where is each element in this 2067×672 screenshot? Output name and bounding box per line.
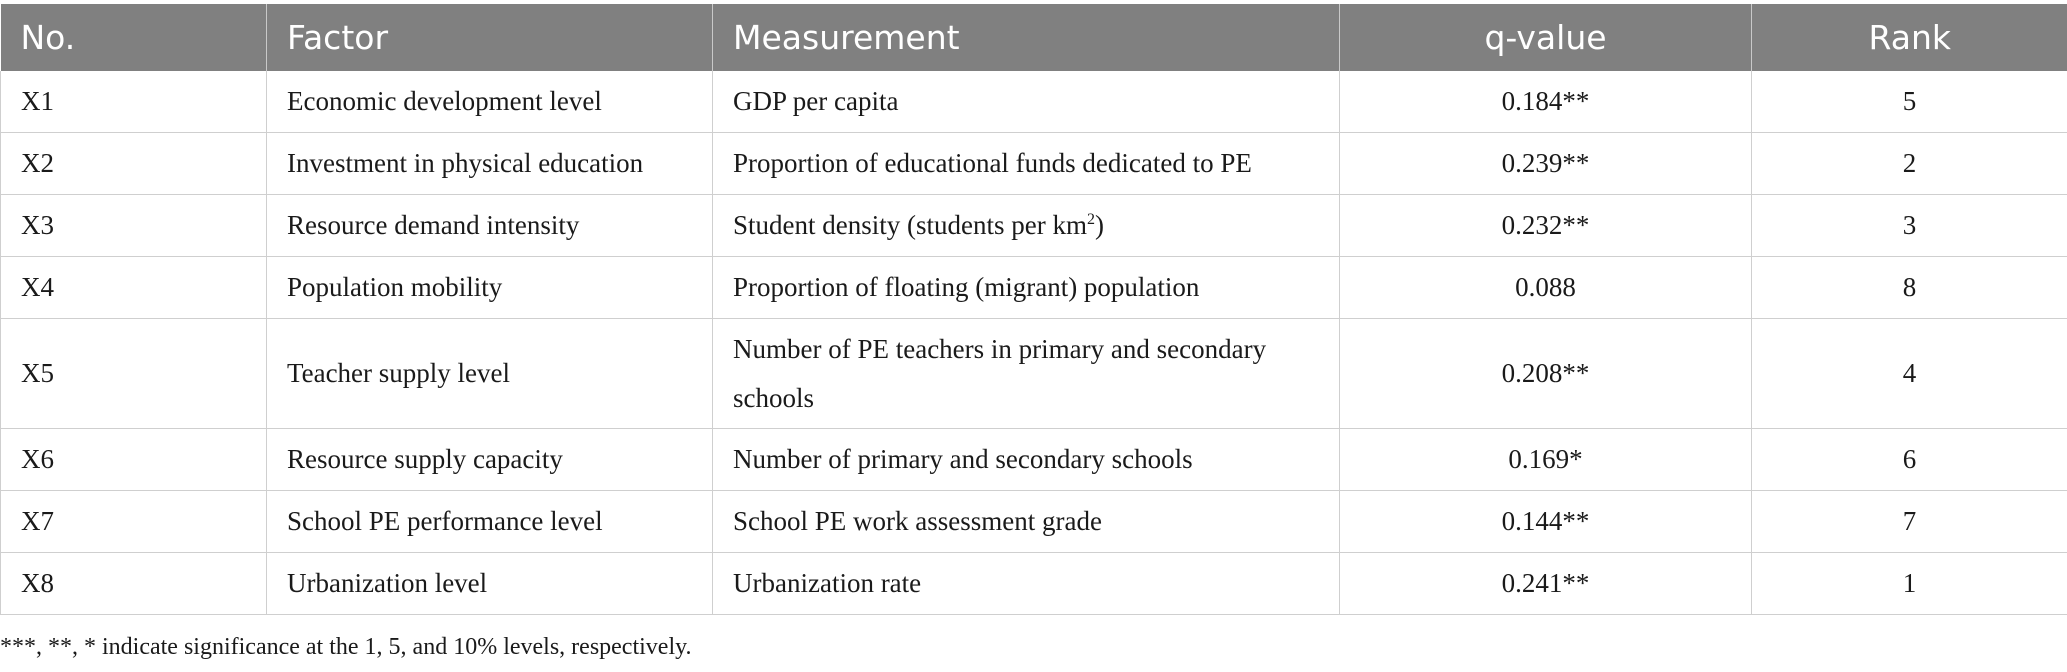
cell-measurement: Urbanization rate xyxy=(713,553,1340,615)
cell-rank: 2 xyxy=(1752,133,2067,195)
cell-no: X3 xyxy=(1,195,267,257)
table-row xyxy=(1,257,2067,319)
cell-rank: 4 xyxy=(1752,319,2067,429)
cell-factor: Teacher supply level xyxy=(267,319,713,429)
table-row xyxy=(1,553,2067,615)
cell-q-value: 0.241** xyxy=(1340,553,1752,615)
cell-q-value: 0.144** xyxy=(1340,491,1752,553)
cell-no: X7 xyxy=(1,491,267,553)
results-table-container xyxy=(0,4,2067,615)
cell-factor: Resource demand intensity xyxy=(267,195,713,257)
cell-factor: Resource supply capacity xyxy=(267,429,713,491)
cell-factor: School PE performance level xyxy=(267,491,713,553)
cell-no: X4 xyxy=(1,257,267,319)
cell-measurement: Proportion of floating (migrant) population xyxy=(713,257,1340,319)
cell-no: X6 xyxy=(1,429,267,491)
cell-measurement: School PE work assessment grade xyxy=(713,491,1340,553)
cell-q-value: 0.184** xyxy=(1340,71,1752,133)
cell-measurement: Number of PE teachers in primary and secondary schools xyxy=(713,319,1340,429)
table-footnote: ***, **, * indicate significance at the 1, 5, and 10% levels, respectively. xyxy=(0,634,692,660)
table-row xyxy=(1,319,2067,429)
cell-measurement: Number of primary and secondary schools xyxy=(713,429,1340,491)
cell-rank: 6 xyxy=(1752,429,2067,491)
cell-rank: 5 xyxy=(1752,71,2067,133)
cell-q-value: 0.208** xyxy=(1340,319,1752,429)
table-row xyxy=(1,133,2067,195)
table-row xyxy=(1,429,2067,491)
cell-measurement: Proportion of educational funds dedicated to PE xyxy=(713,133,1340,195)
header-no: No. xyxy=(1,4,267,71)
table-row xyxy=(1,491,2067,553)
factor-detection-table xyxy=(0,4,2067,615)
cell-no: X1 xyxy=(1,71,267,133)
cell-factor: Investment in physical education xyxy=(267,133,713,195)
cell-rank: 7 xyxy=(1752,491,2067,553)
cell-q-value: 0.239** xyxy=(1340,133,1752,195)
cell-measurement: Student density (students per $km^2$) xyxy=(713,195,1340,257)
table-row xyxy=(1,195,2067,257)
cell-rank: 3 xyxy=(1752,195,2067,257)
cell-factor: Economic development level xyxy=(267,71,713,133)
header-measurement: Measurement xyxy=(713,4,1340,71)
cell-q-value: 0.088 xyxy=(1340,257,1752,319)
header-factor: Factor xyxy=(267,4,713,71)
cell-no: X8 xyxy=(1,553,267,615)
header-q-value: q-value xyxy=(1340,4,1752,71)
cell-no: X2 xyxy=(1,133,267,195)
cell-q-value: 0.232** xyxy=(1340,195,1752,257)
cell-measurement: GDP per capita xyxy=(713,71,1340,133)
cell-factor: Urbanization level xyxy=(267,553,713,615)
cell-q-value: 0.169* xyxy=(1340,429,1752,491)
superscript-two: 2 xyxy=(1086,211,1095,228)
cell-factor: Population mobility xyxy=(267,257,713,319)
table-row xyxy=(1,71,2067,133)
cell-rank: 1 xyxy=(1752,553,2067,615)
cell-no: X5 xyxy=(1,319,267,429)
cell-rank: 8 xyxy=(1752,257,2067,319)
header-rank: Rank xyxy=(1752,4,2067,71)
table-header-row xyxy=(1,4,2067,71)
